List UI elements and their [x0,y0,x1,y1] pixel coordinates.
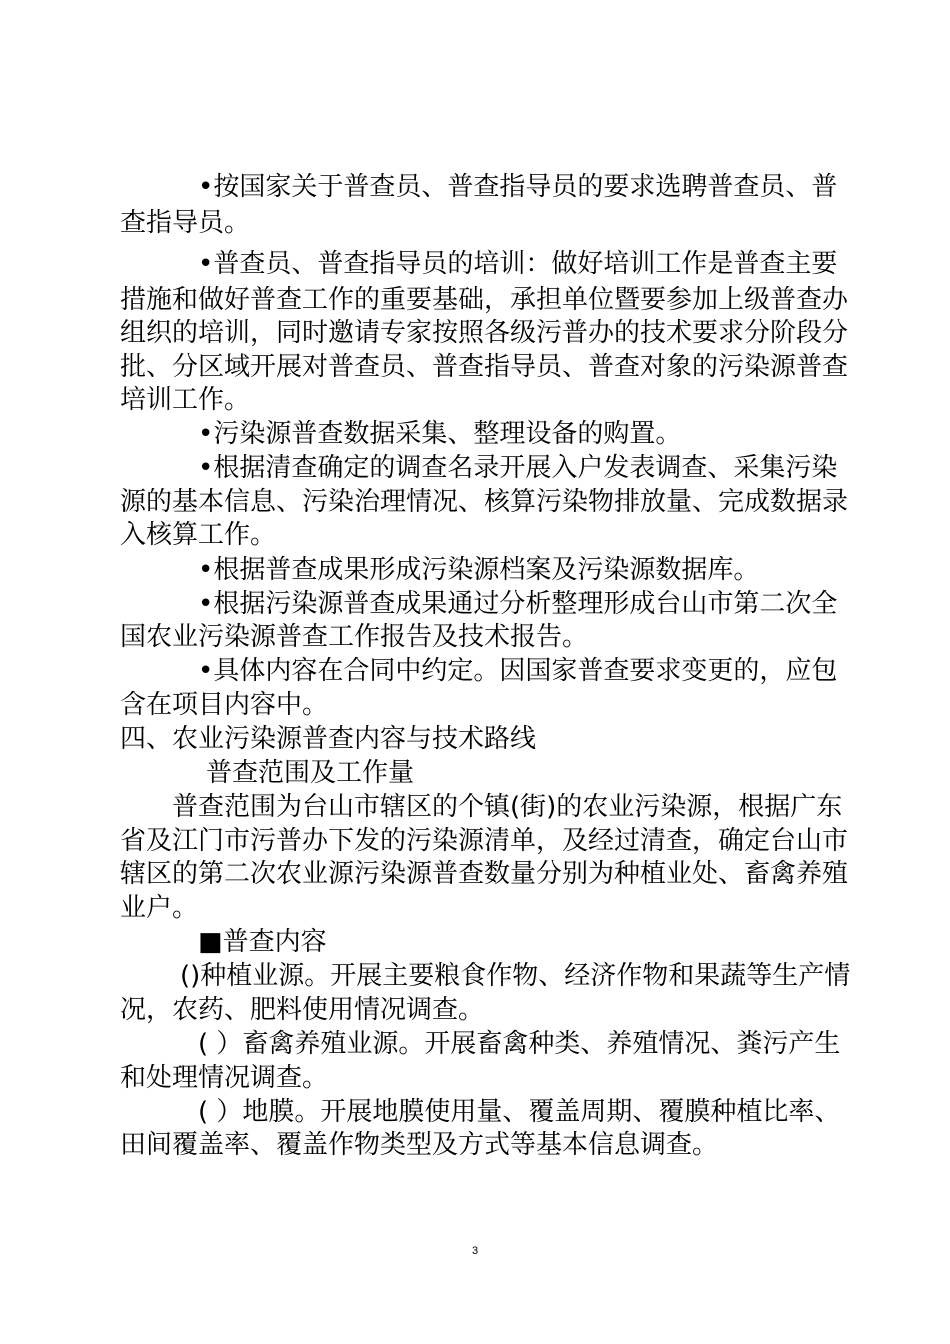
text-line: •根据清查确定的调查名录开展入户发表调查、采集污染 [198,453,838,483]
text-line: 批、分区域开展对普查员、普查指导员、普查对象的污染源普查 [120,352,849,382]
text-line: 普查范围为台山市辖区的个镇(街)的农业污染源，根据广东 [172,792,843,822]
text-line: •按国家关于普查员、普查指导员的要求选聘普查员、普 [198,172,838,202]
text-line: 查指导员。 [120,208,251,238]
page-number: 3 [471,1245,479,1257]
text-line: 含在项目内容中。 [120,690,329,720]
subsection-heading: 普查范围及工作量 [206,758,415,788]
text-line: 业户。 [120,893,199,923]
text-line: 田间覆盖率、覆盖作物类型及方式等基本信息调查。 [120,1130,719,1160]
text-line: 辖区的第二次农业源污染源普查数量分别为种植业处、畜禽养殖 [120,859,849,889]
text-line: 源的基本信息、污染治理情况、核算污染物排放量、完成数据录 [120,487,849,517]
text-line: 措施和做好普查工作的重要基础，承担单位暨要参加上级普查办 [120,285,849,315]
text-line: •污染源普查数据采集、整理设备的购置。 [198,419,682,449]
text-line: •具体内容在合同中约定。因国家普查要求变更的，应包 [198,656,838,686]
text-line: ( ）地膜。开展地膜使用量、覆盖周期、覆膜种植比率、 [198,1097,841,1127]
text-line: 省及江门市污普办下发的污染源清单，及经过清查，确定台山市 [120,826,849,856]
text-line: ( ）畜禽养殖业源。开展畜禽种类、养殖情况、粪污产生 [198,1029,841,1059]
text-line: •根据普查成果形成污染源档案及污染源数据库。 [198,555,760,585]
text-line: •根据污染源普查成果通过分析整理形成台山市第二次全 [198,589,838,619]
text-line: 组织的培训，同时邀请专家按照各级污普办的技术要求分阶段分 [120,318,849,348]
text-line: ()种植业源。开展主要粮食作物、经济作物和果蔬等生产情 [180,961,851,991]
text-line: 和处理情况调查。 [120,1063,329,1093]
text-line: 国农业污染源普查工作报告及技术报告。 [120,622,589,652]
section-heading: 四、农业污染源普查内容与技术路线 [120,724,537,754]
text-line: 入核算工作。 [120,520,277,550]
subsection-heading: ■普查内容 [198,927,327,957]
text-line: •普查员、普查指导员的培训：做好培训工作是普查主要 [198,249,838,279]
text-line: 培训工作。 [120,385,251,415]
text-line: 况，农药、肥料使用情况调查。 [120,995,485,1025]
